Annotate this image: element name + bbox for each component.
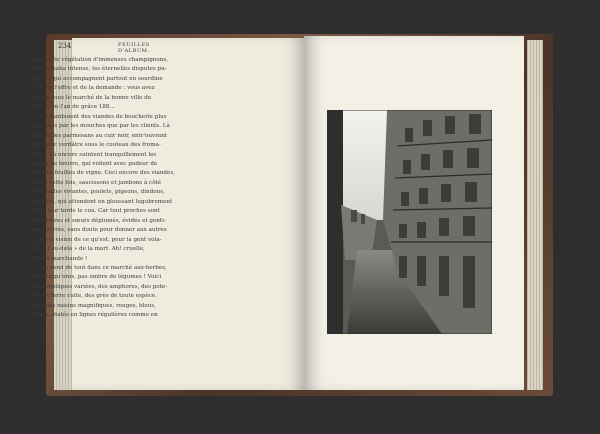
right-page-edges [527,40,543,390]
text-line: qu'on leur torde le cou. Car tout proches sont [30,208,160,215]
text-line: un brouhaha intense, les éternelles disputes pu- [30,66,167,73]
text-line: mais jusqu'ores, pas ombre de légumes ! Voici [30,274,162,281]
text-line: la riante vision de ce qu'est, pour la gent vola- [30,236,162,243]
text-line: bâillent les parmesans au cuir noir, entr'ouvrant [30,132,168,139]
street-photograph-image [327,110,492,334]
text-line: Vérone en l'an de grâce 188... [30,104,115,111]
text-line: pintades, qui attendent en gloussant lugubrement [30,198,173,205]
page-text [30,56,236,321]
text-line: bliques qui accompagnent partout en sourdine [30,75,163,82]
street-photograph [327,110,492,334]
text-line: leur flanc verdâtre sous le couteau des froma- [30,142,161,149]
text-line: salées cette fois, saucissons et jambons à côté [30,179,162,186]
text-line: tile, « l'au-delà » de la mort. Ah! cruelle, [30,246,145,253]
page-number: 234 [58,42,72,50]
running-head: FEUILLES D'ALBUM. [118,42,150,54]
text-line: des majoliques variées, des amphores, des pote- [30,283,168,290]
text-line: cruelle marchande ! [30,255,88,262]
text-line: Ici flamboient des viandes de boucherie plus [40,113,167,120]
text-line: fraîches feuilles de vigne. Ceci encore des viandes, [30,170,175,177]
text-line: boules de beurre, qui voilent avec pudeur de [30,160,158,167]
text-line: blancs, étalés en lignes régulières comme en [30,312,158,319]
text-line: ries de terre cuite, des grès de toute espèce. [30,293,157,300]
text-line: de volailles vivantes, poulets, pigeons, dindons, [30,189,165,196]
text-line: Sous cette végétation d'immenses champignons, [30,57,169,63]
text-line: la loi de l'offre et de la demande : vous avez [30,85,155,92]
text-line: ment serrés, sans doute pour donner aux autres [30,227,167,234]
text-line: Ou vend de tout dans ce marché aux-herbes, [40,264,167,271]
text-line: leurs frères et sœurs déplumés, évidés et genti- [30,217,166,224]
text-line: Voilà des raisins magnifiques, rouges, bleus, [30,302,156,309]
text-line: gères. Là encore suintent tranquillement les [30,151,157,158]
text-line: devant vous le marché de la bonne ville de [30,94,152,101]
text-line: assiégées par les mouches que par les clients. Là [30,123,170,130]
